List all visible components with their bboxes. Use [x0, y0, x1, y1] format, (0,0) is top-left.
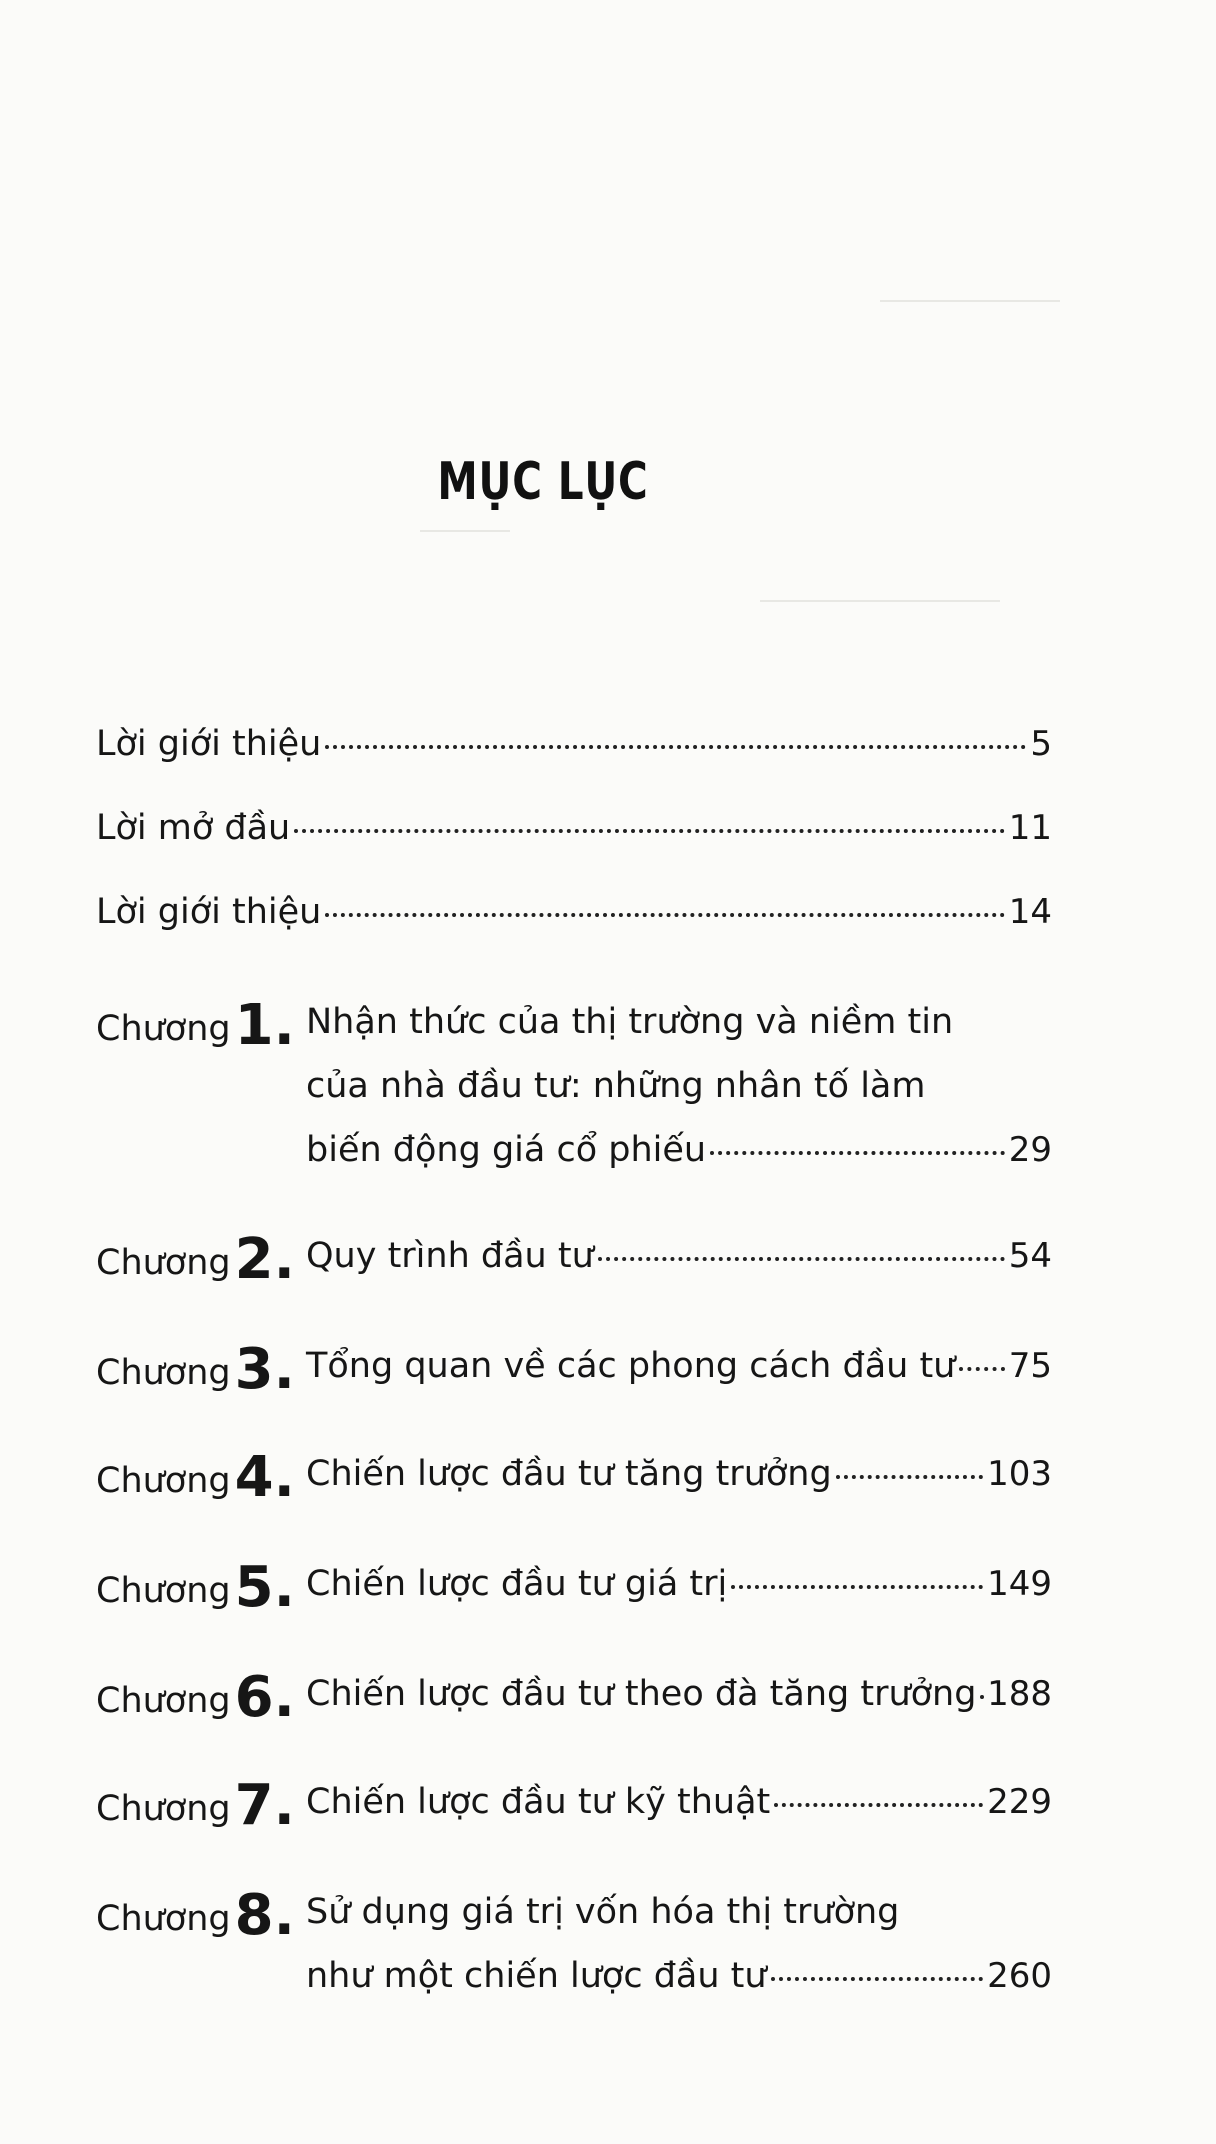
dot-leader [774, 1803, 983, 1807]
chapter-title-line: Chiến lược đầu tư theo đà tăng trưởng [306, 1674, 977, 1714]
chapter-label: Chương8. [96, 1883, 295, 1948]
dot-leader [980, 1695, 983, 1699]
chapter-label: Chương6. [96, 1665, 295, 1730]
chapter-title-line: của nhà đầu tư: những nhân tố làm [306, 1066, 926, 1106]
chapter-label: Chương5. [96, 1555, 295, 1620]
dot-leader [836, 1475, 983, 1479]
toc-entry-introduction[interactable] [96, 880, 1052, 944]
dot-leader [731, 1585, 983, 1589]
toc-chapter-8[interactable] [96, 1880, 1052, 2008]
toc-entry-title: Lời giới thiệu [96, 892, 322, 932]
chapter-title-line: Quy trình đầu tư [306, 1236, 594, 1276]
chapter-title-line: Chiến lược đầu tư giá trị [306, 1564, 728, 1604]
chapter-label: Chương2. [96, 1227, 295, 1292]
reverse-page-bleed-through [0, 0, 1216, 720]
dot-leader [959, 1367, 1004, 1371]
toc-chapter-1[interactable] [96, 990, 1052, 1182]
dot-leader [598, 1257, 1005, 1261]
toc-entry-foreword[interactable] [96, 712, 1052, 776]
dot-leader [771, 1977, 984, 1981]
toc-entry-preface[interactable] [96, 796, 1052, 860]
chapter-label: Chương1. [96, 993, 295, 1058]
toc-chapter-7[interactable] [96, 1770, 1052, 1841]
toc-entry-page: 14 [1008, 892, 1052, 932]
toc-chapter-2[interactable] [96, 1224, 1052, 1295]
chapter-page: 188 [987, 1674, 1052, 1714]
toc-entry-page: 5 [1030, 724, 1052, 764]
chapter-page: 260 [987, 1956, 1052, 1996]
chapter-label: Chương3. [96, 1337, 295, 1402]
chapter-page: 75 [1008, 1346, 1052, 1386]
chapter-page: 29 [1008, 1130, 1052, 1170]
chapter-title-line: biến động giá cổ phiếu [306, 1130, 707, 1170]
toc-entry-title: Lời giới thiệu [96, 724, 322, 764]
chapter-title-line: Chiến lược đầu tư kỹ thuật [306, 1782, 771, 1822]
chapter-title-line: Chiến lược đầu tư tăng trưởng [306, 1454, 832, 1494]
chapter-label: Chương7. [96, 1773, 295, 1838]
chapter-page: 229 [987, 1782, 1052, 1822]
toc-chapter-3[interactable] [96, 1334, 1052, 1405]
toc-chapter-4[interactable] [96, 1442, 1052, 1513]
chapter-page: 103 [987, 1454, 1052, 1494]
toc-chapter-6[interactable] [96, 1662, 1052, 1733]
chapter-label: Chương4. [96, 1445, 295, 1510]
page-title: MỤC LỤC [437, 452, 649, 512]
chapter-title-line: Tổng quan về các phong cách đầu tư [306, 1346, 956, 1386]
chapter-page: 149 [987, 1564, 1052, 1604]
chapter-title-line: Sử dụng giá trị vốn hóa thị trường [306, 1892, 900, 1932]
dot-leader [294, 829, 1004, 833]
dot-leader [710, 1151, 1005, 1155]
toc-entry-title: Lời mở đầu [96, 808, 291, 848]
chapter-title-line: như một chiến lược đầu tư [306, 1956, 767, 1996]
dot-leader [325, 745, 1026, 749]
dot-leader [325, 913, 1004, 917]
toc-entry-page: 11 [1008, 808, 1052, 848]
chapter-title-line: Nhận thức của thị trường và niềm tin [306, 1002, 954, 1042]
toc-chapter-5[interactable] [96, 1552, 1052, 1623]
chapter-page: 54 [1008, 1236, 1052, 1276]
